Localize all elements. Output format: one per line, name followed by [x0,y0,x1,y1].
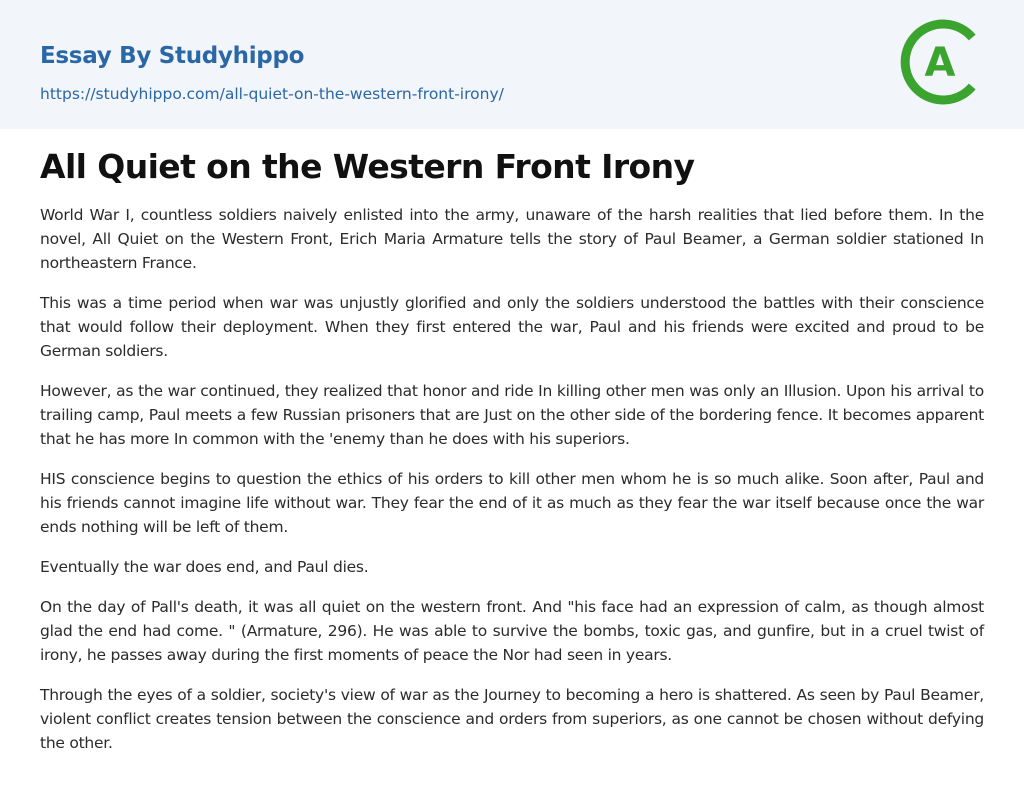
site-brand: Essay By Studyhippo [40,43,305,69]
studyhippo-logo-icon[interactable] [898,16,990,108]
article [40,143,984,771]
article-paragraph: HIS conscience begins to question the ethics of his orders to kill other men whom he is so much alike. Soon after, Paul and his friends cannot imagine life without war. They fear the end of it as much as they fear the war itself because once the war ends nothing will be left of them. [40,470,984,536]
article-paragraph: However, as the war continued, they realized that honor and ride In killing other men was only an Illusion. Upon his arrival to trailing camp, Paul meets a few Russian prisoners that are Just on the other side of the bordering fence. It becomes apparent that he has more In common with the 'enemy than he does with his superiors. [40,382,984,448]
article-paragraph: Eventually the war does end, and Paul dies. [40,558,369,576]
logo-letter: A [924,40,956,86]
site-header [0,0,1024,129]
article-paragraph: Through the eyes of a soldier, society's view of war as the Journey to becoming a hero is shattered. As seen by Paul Beamer, violent conflict creates tension between the conscience and orders from superiors, as one cannot be chosen without defying the other. [40,686,984,752]
article-paragraph: This was a time period when war was unjustly glorified and only the soldiers understood the battles with their conscience that would follow their deployment. When they first entered the war, Paul and his friends were excited and proud to be German soldiers. [40,294,984,360]
article-paragraph: World War I, countless soldiers naively enlisted into the army, unaware of the harsh realities that lied before them. In the novel, All Quiet on the Western Front, Erich Maria Armature tells the story of Paul Beamer, a German soldier stationed In northeastern France. [40,206,984,272]
article-url-link[interactable]: https://studyhippo.com/all-quiet-on-the-western-front-irony/ [40,85,504,103]
article-title: All Quiet on the Western Front Irony [40,147,695,186]
article-paragraph: On the day of Pall's death, it was all quiet on the western front. And "his face had an expression of calm, as though almost glad the end had come. " (Armature, 296). He was able to survive the bombs, toxic gas, and gunfire, but in a cruel twist of irony, he passes away during the first moments of peace the Nor had seen in years. [40,598,984,664]
